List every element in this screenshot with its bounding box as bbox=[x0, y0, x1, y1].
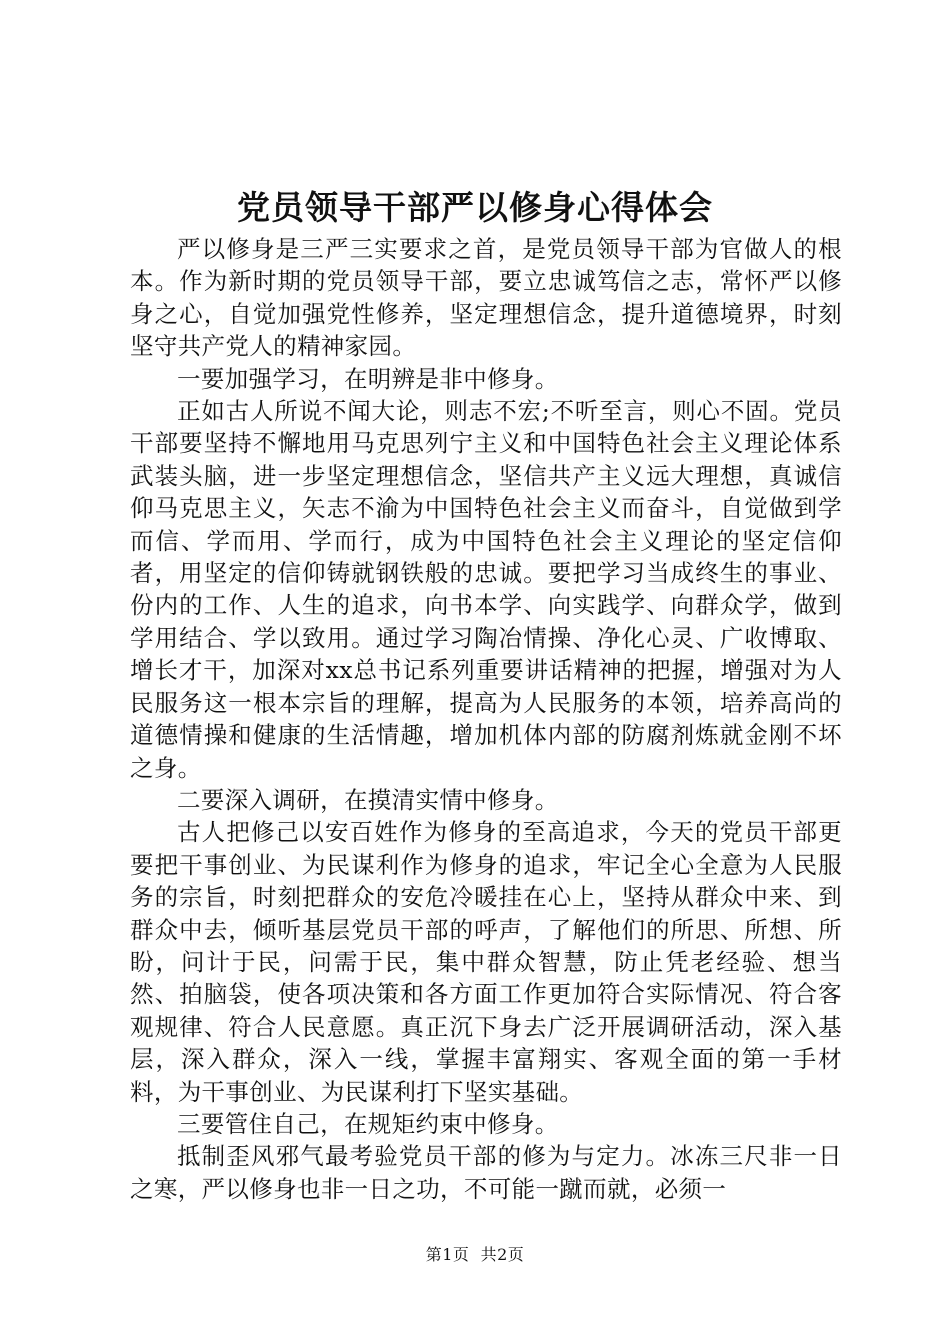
paragraph-section-2: 古人把修己以安百姓作为修身的至高追求，今天的党员干部更要把干事创业、为民谋利作为修身的追求，牢记全心全意为人民服务的宗旨，时刻把群众的安危冷暖挂在心上，坚持从群众中来、到群众中去，倾听基层党员干部的呼声，了解他们的所思、所想、所盼，问计于民，问需于民，集中群众智慧，防止凭老经验、想当然、拍脑袋，使各项决策和各方面工作更加符合实际情况、符合客观规律、符合人民意愿。真正沉下身去广泛开展调研活动，深入基层，深入群众，深入一线，掌握丰富翔实、客观全面的第一手材料，为干事创业、为民谋利打下坚实基础。 bbox=[130, 818, 842, 1106]
paragraph-section-3: 抵制歪风邪气最考验党员干部的修为与定力。冰冻三尺非一日之寒，严以修身也非一日之功，不可能一蹴而就，必须一 bbox=[130, 1142, 842, 1203]
document-body bbox=[130, 233, 842, 1205]
paragraph-intro: 严以修身是三严三实要求之首，是党员领导干部为官做人的根本。作为新时期的党员领导干部，要立忠诚笃信之志，常怀严以修身之心，自觉加强党性修养，坚定理想信念，提升道德境界，时刻坚守共产党人的精神家园。 bbox=[130, 235, 842, 361]
document-title: 党员领导干部严以修身心得体会 bbox=[237, 188, 713, 227]
section-heading-2: 二要深入调研，在摸清实情中修身。 bbox=[177, 785, 559, 814]
section-heading-1: 一要加强学习，在明辨是非中修身。 bbox=[177, 364, 559, 393]
section-heading-3: 三要管住自己，在规矩约束中修身。 bbox=[177, 1109, 559, 1138]
paragraph-section-1: 正如古人所说不闻大论，则志不宏;不听至言，则心不固。党员干部要坚持不懈地用马克思列宁主义和中国特色社会主义理论体系武装头脑，进一步坚定理想信念，坚信共产主义远大理想，真诚信仰马克思主义，矢志不渝为中国特色社会主义而奋斗，自觉做到学而信、学而用、学而行，成为中国特色社会主义理论的坚定信仰者，用坚定的信仰铸就钢铁般的忠诚。要把学习当成终生的事业、份内的工作、人生的追求，向书本学、向实践学、向群众学，做到学用结合、学以致用。通过学习陶冶情操、净化心灵、广收博取、增长才干，加深对xx总书记系列重要讲话精神的把握，增强对为人民服务这一根本宗旨的理解，提高为人民服务的本领，培养高尚的道德情操和健康的生活情趣，增加机体内部的防腐剂炼就金刚不坏之身。 bbox=[130, 397, 842, 782]
page-footer bbox=[0, 1243, 950, 1267]
page-number: 第1页 共2页 bbox=[425, 1245, 525, 1264]
